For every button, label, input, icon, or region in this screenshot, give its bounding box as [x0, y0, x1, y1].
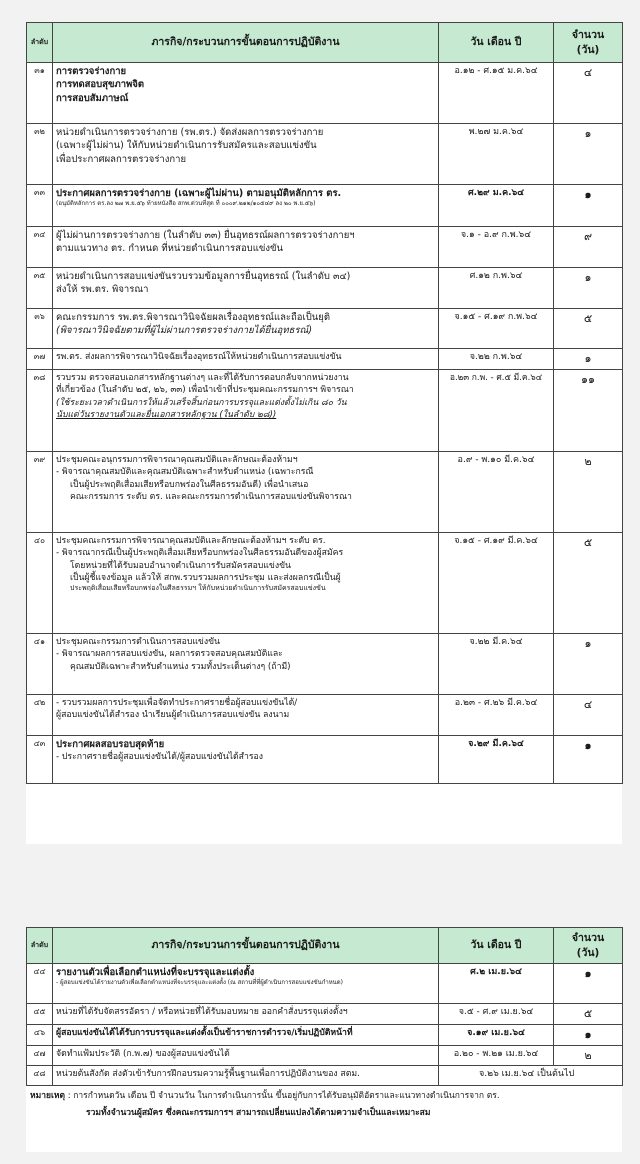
task-cell: รวบรวม ตรวจสอบเอกสารหลักฐานต่างๆ และที่ได้รับการตอบกลับจากหน่วยงาน ที่เกี่ยวข้อง (ในลำดับ ๒๕, ๒๖, ๓๓) เพื่อนำเข้าที่ประชุมคณะกรรมการฯ พิจารณา (ใช้ระยะเวลาดำเนินการให้แล้วเสร็จสิ้นก่อนการบรรจุและแต่งตั้งไม่เกิน ๘๐ วัน นับแต่วันรายงานตัวและยื่นเอกสารหลักฐาน (ในลำดับ ๒๘))	[53, 370, 439, 452]
table-row: ๓๖ คณะกรรมการ รพ.ตร.พิจารณาวินิจฉัยผลเรื่องอุทธรณ์และถือเป็นยุติ (พิจารณาวินิจฉัยตามที่ผู้ไม่ผ่านการตรวจร่างกายได้ยื่นอุทธรณ์) จ.๑๕ - ศ.๑๙ ก.พ.๖๔ ๕	[27, 309, 623, 349]
schedule-page-1	[26, 22, 622, 844]
task-cell: - รวบรวมผลการประชุมเพื่อจัดทำประกาศรายชื่อผู้สอบแข่งขันได้/ ผู้สอบแข่งขันได้สำรอง นำเรียนผู้ดำเนินการสอบแข่งขัน ลงนาม	[53, 695, 439, 736]
footnote	[26, 1086, 622, 1103]
schedule-table-2	[26, 927, 623, 1086]
table-row: ๓๕ หน่วยดำเนินการสอบแข่งขันรวบรวมข้อมูลการยื่นอุทธรณ์ (ในลำดับ ๓๔) ส่งให้ รพ.ตร. พิจารณา ศ.๑๒ ก.พ.๖๔ ๑	[27, 268, 623, 309]
table-row: ๔๖ ผู้สอบแข่งขันได้ได้รับการบรรจุและแต่งตั้งเป็นข้าราชการตำรวจ/เริ่มปฏิบัติหน้าที่ จ.๑๙ เม.ย.๖๔ ๑	[27, 1024, 623, 1045]
task-cell: ผู้สอบแข่งขันได้ได้รับการบรรจุและแต่งตั้งเป็นข้าราชการตำรวจ/เริ่มปฏิบัติหน้าที่	[53, 1024, 439, 1045]
table-row: ๓๒ หน่วยดำเนินการตรวจร่างกาย (รพ.ตร.) จัดส่งผลการตรวจร่างกาย (เฉพาะผู้ไม่ผ่าน) ให้กับหน่วยดำเนินการรับสมัครและสอบแข่งขัน เพื่อประกาศผลการตรวจร่างกาย พ.๒๗ ม.ค.๖๔ ๑	[27, 124, 623, 185]
task-cell: ประชุมคณะกรรมการพิจารณาคุณสมบัติและลักษณะต้องห้ามฯ ระดับ ตร. - พิจารณากรณีเป็นผู้ประพฤติเสื่อมเสียหรือบกพร่องในศีลธรรมอันดีของผู้สมัคร โดยหน่วยที่ได้รับมอบอำนาจดำเนินการรับสมัครสอบแข่งขัน เป็นผู้ชี้แจงข้อมูล แล้วให้ สกพ.รวบรวมผลการประชุม และส่งผลกรณีเป็นผู้ ประพฤติเสื่อมเสียหรือบกพร่องในศีลธรรมฯ ให้กับหน่วยดำเนินการรับสมัครสอบแข่งขัน	[53, 533, 439, 634]
schedule-table-1	[26, 22, 623, 784]
table-row: ๓๘ รวบรวม ตรวจสอบเอกสารหลักฐานต่างๆ และที่ได้รับการตอบกลับจากหน่วยงาน ที่เกี่ยวข้อง (ในลำดับ ๒๕, ๒๖, ๓๓) เพื่อนำเข้าที่ประชุมคณะกรรมการฯ พิจารณา (ใช้ระยะเวลาดำเนินการให้แล้วเสร็จสิ้นก่อนการบรรจุและแต่งตั้งไม่เกิน ๘๐ วัน นับแต่วันรายงานตัวและยื่นเอกสารหลักฐาน (ในลำดับ ๒๘)) อ.๒๓ ก.พ. - ศ.๕ มี.ค.๖๔ ๑๑	[27, 370, 623, 452]
task-cell: คณะกรรมการ รพ.ตร.พิจารณาวินิจฉัยผลเรื่องอุทธรณ์และถือเป็นยุติ (พิจารณาวินิจฉัยตามที่ผู้ไม่ผ่านการตรวจร่างกายได้ยื่นอุทธรณ์)	[53, 309, 439, 349]
table-row: ๔๔ รายงานตัวเพื่อเลือกตำแหน่งที่จะบรรจุและแต่งตั้ง - ผู้สอบแข่งขันได้รายงานตัวเพื่อเลือกตำแหน่งที่จะบรรจุและแต่งตั้ง (ณ สถานที่ที่ผู้ดำเนินการสอบแข่งขันกำหนด) ศ.๒ เม.ย.๖๔ ๑	[27, 964, 623, 1004]
task-cell: การตรวจร่างกาย การทดสอบสุขภาพจิต การสอบสัมภาษณ์	[53, 63, 439, 124]
header-no: ลำดับ	[27, 23, 53, 63]
header-task: ภารกิจ/กระบวนการขั้นตอนการปฏิบัติงาน	[53, 23, 439, 63]
header-date: วัน เดือน ปี	[439, 23, 554, 63]
header-no: ลำดับ	[27, 928, 53, 964]
footnote-text: : การกำหนดวัน เดือน ปี จำนวนวัน ในการดำเนินการนั้น ขึ้นอยู่กับการได้รับอนุมัติอัตราและแนวทางดำเนินการจาก ตร.	[65, 1091, 500, 1102]
task-cell: หน่วยต้นสังกัด ส่งตัวเข้ารับการฝึกอบรมความรู้พื้นฐานเพื่อการปฏิบัติงานของ สตม.	[53, 1066, 439, 1086]
task-cell: ประชุมคณะกรรมการดำเนินการสอบแข่งขัน - พิจารณาผลการสอบแข่งขัน, ผลการตรวจสอบคุณสมบัติและ คุณสมบัติเฉพาะสำหรับตำแหน่ง รวมทั้งประเด็นต่างๆ (ถ้ามี)	[53, 634, 439, 695]
table-row: ๔๗ จัดทำแฟ้มประวัติ (ก.พ.๗) ของผู้สอบแข่งขันได้ อ.๒๐ - พ.๒๑ เม.ย.๖๔ ๒	[27, 1045, 623, 1066]
task-cell: ประกาศผลการตรวจร่างกาย (เฉพาะผู้ไม่ผ่าน) ตามอนุมัติหลักการ ตร. (อนุมัติหลักการ ตร.ลง ๒๗ พ.ย.๕๖ ท้ายหนังสือ สกพ.ด่วนที่สุด ที่ ๐๐๐๙.๒๑๒/๑๐๕๔๙ ลง ๒๐ พ.ย.๕๖)	[53, 185, 439, 227]
table-row: ๔๐ ประชุมคณะกรรมการพิจารณาคุณสมบัติและลักษณะต้องห้ามฯ ระดับ ตร. - พิจารณากรณีเป็นผู้ประพฤติเสื่อมเสียหรือบกพร่องในศีลธรรมอันดีของผู้สมัคร โดยหน่วยที่ได้รับมอบอำนาจดำเนินการรับสมัครสอบแข่งขัน เป็นผู้ชี้แจงข้อมูล แล้วให้ สกพ.รวบรวมผลการประชุม และส่งผลกรณีเป็นผู้ ประพฤติเสื่อมเสียหรือบกพร่องในศีลธรรมฯ ให้กับหน่วยดำเนินการรับสมัครสอบแข่งขัน จ.๑๕ - ศ.๑๙ มี.ค.๖๔ ๕	[27, 533, 623, 634]
task-cell: ประชุมคณะอนุกรรมการพิจารณาคุณสมบัติและลักษณะต้องห้ามฯ - พิจารณาคุณสมบัติและคุณสมบัติเฉพาะสำหรับตำแหน่ง (เฉพาะกรณี เป็นผู้ประพฤติเสื่อมเสียหรือบกพร่องในศีลธรรมอันดี) เพื่อนำเสนอ คณะกรรมการ ระดับ ตร. และคณะกรรมการดำเนินการสอบแข่งขันพิจารณา	[53, 452, 439, 533]
table-row: ๔๓ ประกาศผลสอบรอบสุดท้าย - ประกาศรายชื่อผู้สอบแข่งขันได้/ผู้สอบแข่งขันได้สำรอง จ.๒๙ มี.ค.๖๔ ๑	[27, 736, 623, 784]
table-row: ๓๓ ประกาศผลการตรวจร่างกาย (เฉพาะผู้ไม่ผ่าน) ตามอนุมัติหลักการ ตร. (อนุมัติหลักการ ตร.ลง ๒๗ พ.ย.๕๖ ท้ายหนังสือ สกพ.ด่วนที่สุด ที่ ๐๐๐๙.๒๑๒/๑๐๕๔๙ ลง ๒๐ พ.ย.๕๖) ศ.๒๙ ม.ค.๖๔ ๑	[27, 185, 623, 227]
table-row: ๓๗ รพ.ตร. ส่งผลการพิจารณาวินิจฉัยเรื่องอุทธรณ์ให้หน่วยดำเนินการสอบแข่งขัน จ.๒๒ ก.พ.๖๔ ๑	[27, 349, 623, 370]
date-span-cell: จ.๒๖ เม.ย.๖๔ เป็นต้นไป	[439, 1066, 623, 1086]
footnote-label: หมายเหตุ	[30, 1091, 65, 1102]
task-cell: ผู้ไม่ผ่านการตรวจร่างกาย (ในลำดับ ๓๓) ยื่นอุทธรณ์ผลการตรวจร่างกายฯ ตามแนวทาง ตร. กำหนด ที่หน่วยดำเนินการสอบแข่งขัน	[53, 227, 439, 268]
task-cell: หน่วยดำเนินการสอบแข่งขันรวบรวมข้อมูลการยื่นอุทธรณ์ (ในลำดับ ๓๔) ส่งให้ รพ.ตร. พิจารณา	[53, 268, 439, 309]
table-row: ๓๙ ประชุมคณะอนุกรรมการพิจารณาคุณสมบัติและลักษณะต้องห้ามฯ - พิจารณาคุณสมบัติและคุณสมบัติเฉพาะสำหรับตำแหน่ง (เฉพาะกรณี เป็นผู้ประพฤติเสื่อมเสียหรือบกพร่องในศีลธรรมอันดี) เพื่อนำเสนอ คณะกรรมการ ระดับ ตร. และคณะกรรมการดำเนินการสอบแข่งขันพิจารณา อ.๙ - พ.๑๐ มี.ค.๖๔ ๒	[27, 452, 623, 533]
task-cell: ประกาศผลสอบรอบสุดท้าย - ประกาศรายชื่อผู้สอบแข่งขันได้/ผู้สอบแข่งขันได้สำรอง	[53, 736, 439, 784]
task-cell: จัดทำแฟ้มประวัติ (ก.พ.๗) ของผู้สอบแข่งขันได้	[53, 1045, 439, 1066]
table-row: ๔๘ หน่วยต้นสังกัด ส่งตัวเข้ารับการฝึกอบรมความรู้พื้นฐานเพื่อการปฏิบัติงานของ สตม. จ.๒๖ เม.ย.๖๔ เป็นต้นไป	[27, 1066, 623, 1086]
table-row: ๔๑ ประชุมคณะกรรมการดำเนินการสอบแข่งขัน - พิจารณาผลการสอบแข่งขัน, ผลการตรวจสอบคุณสมบัติและ คุณสมบัติเฉพาะสำหรับตำแหน่ง รวมทั้งประเด็นต่างๆ (ถ้ามี) จ.๒๒ มี.ค.๖๔ ๑	[27, 634, 623, 695]
table-row: ๓๑ การตรวจร่างกาย การทดสอบสุขภาพจิต การสอบสัมภาษณ์ อ.๑๒ - ศ.๑๕ ม.ค.๖๔ ๔	[27, 63, 623, 124]
table-row: ๓๔ ผู้ไม่ผ่านการตรวจร่างกาย (ในลำดับ ๓๓) ยื่นอุทธรณ์ผลการตรวจร่างกายฯ ตามแนวทาง ตร. กำหนด ที่หน่วยดำเนินการสอบแข่งขัน จ.๑ - อ.๙ ก.พ.๖๔ ๙	[27, 227, 623, 268]
header-days: จำนวน (วัน)	[554, 23, 623, 63]
table-row: ๔๕ หน่วยที่ได้รับจัดสรรอัตรา / หรือหน่วยที่ได้รับมอบหมาย ออกคำสั่งบรรจุแต่งตั้งฯ จ.๕ - ศ.๙ เม.ย.๖๔ ๕	[27, 1004, 623, 1025]
task-cell: หน่วยที่ได้รับจัดสรรอัตรา / หรือหน่วยที่ได้รับมอบหมาย ออกคำสั่งบรรจุแต่งตั้งฯ	[53, 1004, 439, 1025]
header-date: วัน เดือน ปี	[439, 928, 554, 964]
schedule-page-2	[26, 927, 622, 1152]
task-cell: รพ.ตร. ส่งผลการพิจารณาวินิจฉัยเรื่องอุทธรณ์ให้หน่วยดำเนินการสอบแข่งขัน	[53, 349, 439, 370]
header-days: จำนวน (วัน)	[554, 928, 623, 964]
task-cell: หน่วยดำเนินการตรวจร่างกาย (รพ.ตร.) จัดส่งผลการตรวจร่างกาย (เฉพาะผู้ไม่ผ่าน) ให้กับหน่วยดำเนินการรับสมัครและสอบแข่งขัน เพื่อประกาศผลการตรวจร่างกาย	[53, 124, 439, 185]
header-task: ภารกิจ/กระบวนการขั้นตอนการปฏิบัติงาน	[53, 928, 439, 964]
table-row: ๔๒ - รวบรวมผลการประชุมเพื่อจัดทำประกาศรายชื่อผู้สอบแข่งขันได้/ ผู้สอบแข่งขันได้สำรอง นำเรียนผู้ดำเนินการสอบแข่งขัน ลงนาม อ.๒๓ - ศ.๒๖ มี.ค.๖๔ ๔	[27, 695, 623, 736]
footnote-text-2: รวมทั้งจำนวนผู้สมัคร ซึ่งคณะกรรมการฯ สามารถเปลี่ยนแปลงได้ตามความจำเป็นและเหมาะสม	[86, 1108, 431, 1119]
task-cell: รายงานตัวเพื่อเลือกตำแหน่งที่จะบรรจุและแต่งตั้ง - ผู้สอบแข่งขันได้รายงานตัวเพื่อเลือกตำแหน่งที่จะบรรจุและแต่งตั้ง (ณ สถานที่ที่ผู้ดำเนินการสอบแข่งขันกำหนด)	[53, 964, 439, 1004]
